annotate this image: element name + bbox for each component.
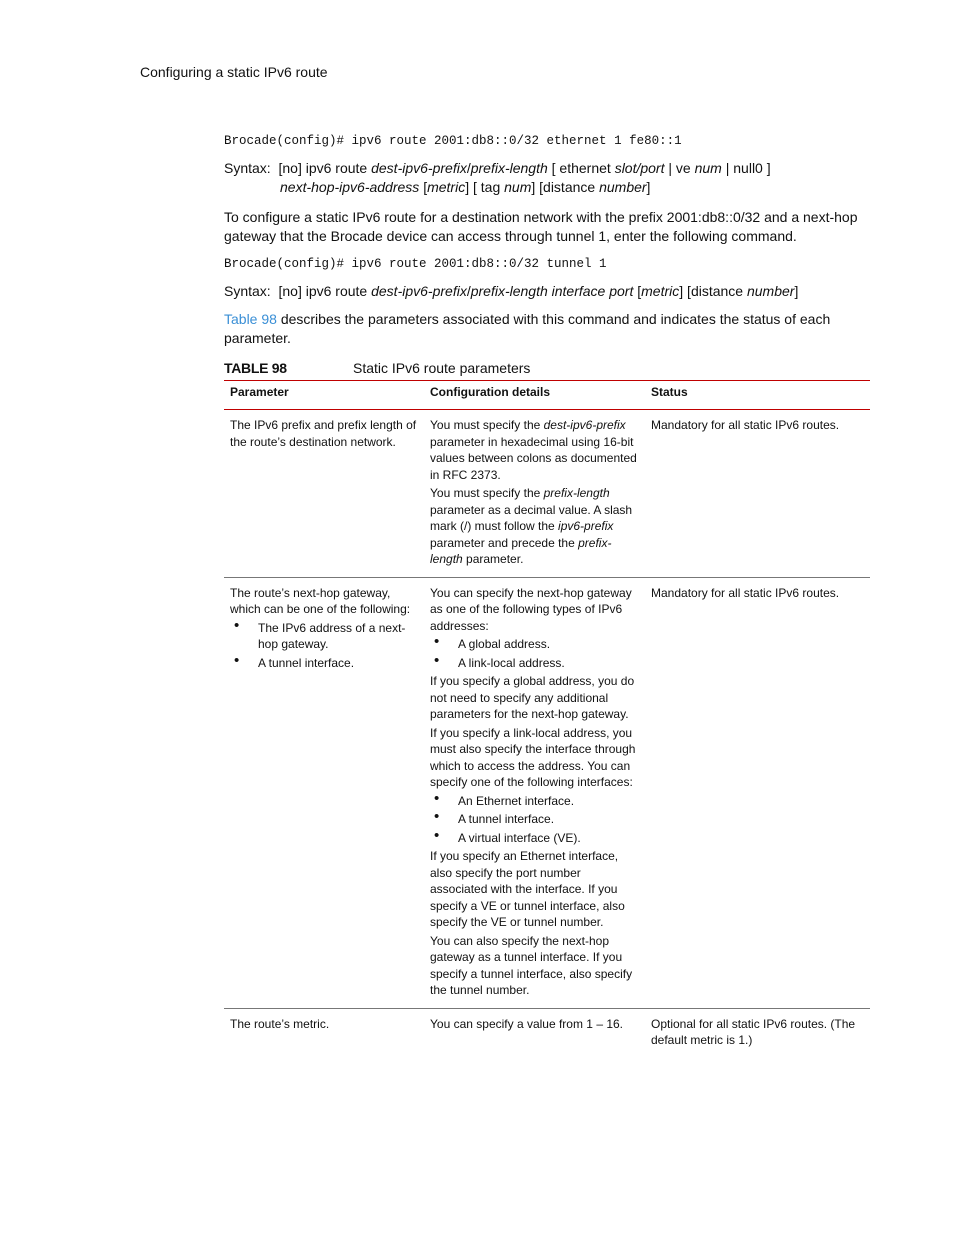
- details-cell: [424, 577, 645, 1008]
- paragraph-text: describes the parameters associated with this command and indicates the status of each parameter.: [224, 311, 831, 346]
- text-italic: ipv6-prefix: [558, 519, 614, 533]
- syntax-param: slot/port: [614, 160, 665, 176]
- list-item: • A virtual interface (VE).: [430, 830, 639, 847]
- syntax-keyword: | null0 ]: [725, 160, 771, 176]
- details-paragraph: If you specify a global address, you do not need to specify any additional parameters for the next-hop gateway.: [430, 674, 635, 721]
- code-example-ethernet: Brocade(config)# ipv6 route 2001:db8::0/32 ethernet 1 fe80::1: [224, 134, 682, 148]
- details-paragraph: If you specify a link-local address, you must also specify the interface through which to access the address. You can specify one of the following interfaces:: [430, 725, 636, 789]
- syntax-keyword: [no] ipv6 route: [278, 283, 368, 299]
- status-cell: Mandatory for all static IPv6 routes.: [645, 410, 870, 578]
- param-cell: [224, 577, 424, 1008]
- status-cell: Mandatory for all static IPv6 routes.: [645, 577, 870, 1008]
- details-cell: You can specify a value from 1 – 16.: [430, 1016, 624, 1031]
- table-row: [224, 410, 870, 578]
- syntax-symbol: [: [637, 283, 642, 299]
- list-item: • A global address.: [430, 636, 639, 653]
- syntax-keyword: ve: [675, 160, 691, 176]
- table-header-row: [224, 381, 870, 410]
- table-row: [224, 1008, 870, 1056]
- text: parameter.: [462, 552, 524, 566]
- syntax-symbol: /: [466, 160, 471, 176]
- text: parameter in hexadecimal using 16-bit values between colons as documented in RFC 2373.: [430, 434, 637, 482]
- syntax-keyword: distance: [543, 179, 596, 195]
- syntax-param: prefix-length: [470, 160, 548, 176]
- details-paragraph: You can specify the next-hop gateway as one of the following types of IPv6 addresses:: [430, 585, 632, 633]
- syntax-param: dest-ipv6-prefix: [371, 160, 467, 176]
- syntax-param: prefix-length: [470, 283, 548, 299]
- text: You must specify the: [430, 486, 544, 500]
- syntax-param: metric: [641, 283, 680, 299]
- table-row: [224, 577, 870, 1008]
- syntax-param: number: [599, 179, 647, 195]
- syntax-param: dest-ipv6-prefix: [371, 283, 467, 299]
- text: parameter and precede the: [430, 535, 579, 550]
- syntax-param: number: [746, 283, 795, 299]
- syntax-ethernet: [224, 159, 870, 197]
- syntax-symbol: [: [551, 160, 556, 176]
- running-header: Configuring a static IPv6 route: [140, 64, 328, 80]
- syntax-symbol: ] [: [531, 179, 544, 195]
- text: parameter as a decimal value. A slash mark (/) must follow the: [430, 502, 633, 533]
- syntax-symbol: [: [423, 179, 428, 195]
- syntax-symbol: /: [466, 283, 471, 299]
- column-header: Parameter: [224, 381, 424, 410]
- column-header: Configuration details: [424, 381, 645, 410]
- list-item: • A tunnel interface.: [430, 811, 639, 828]
- table-caption: [224, 360, 870, 376]
- syntax-label: Syntax:: [224, 160, 271, 176]
- bullet-list: [230, 620, 418, 672]
- code-example-tunnel: Brocade(config)# ipv6 route 2001:db8::0/32 tunnel 1: [224, 257, 607, 271]
- syntax-symbol: ]: [794, 283, 799, 299]
- syntax-param: interface port: [551, 283, 634, 299]
- list-item: • An Ethernet interface.: [430, 793, 639, 810]
- param-cell: The route’s metric.: [230, 1016, 330, 1031]
- syntax-tunnel: [224, 282, 870, 301]
- param-cell: The IPv6 prefix and prefix length of the route’s destination network.: [224, 410, 424, 578]
- syntax-symbol: ]: [646, 179, 651, 195]
- syntax-label: Syntax:: [224, 283, 271, 299]
- list-item: • The IPv6 address of a next-hop gateway.: [230, 620, 418, 653]
- table-98-link[interactable]: Table 98: [224, 311, 277, 327]
- syntax-keyword: distance: [690, 283, 744, 299]
- param-intro: The route’s next-hop gateway, which can be one of the following:: [230, 585, 411, 616]
- syntax-keyword: [no] ipv6 route: [278, 160, 368, 176]
- syntax-param: metric: [427, 179, 466, 195]
- column-header: Status: [645, 381, 870, 410]
- text-italic: dest-ipv6-prefix: [543, 418, 626, 432]
- list-item: • A link-local address.: [430, 655, 639, 672]
- syntax-keyword: tag: [480, 179, 501, 195]
- status-cell: Optional for all static IPv6 routes. (The default metric is 1.): [651, 1016, 856, 1047]
- bullet-list: [430, 636, 639, 671]
- paragraph-tunnel-intro: To configure a static IPv6 route for a destination network with the prefix 2001:db8::0/32 and a next-hop gateway that the Brocade device can access through tunnel 1, enter the following command.: [224, 209, 858, 244]
- syntax-param: next-hop-ipv6-address: [280, 179, 420, 195]
- details-paragraph: If you specify an Ethernet interface, also specify the port number associated with the interface. If you specify a VE or tunnel interface, also specify the VE or tunnel number.: [430, 849, 625, 929]
- text-italic: prefix-length: [543, 486, 610, 500]
- table-title: Static IPv6 route parameters: [353, 360, 531, 376]
- bullet-list: [430, 793, 639, 847]
- syntax-symbol: ] [: [679, 283, 691, 299]
- list-item: • A tunnel interface.: [230, 655, 418, 672]
- details-paragraph: [430, 485, 639, 568]
- details-cell: [424, 410, 645, 578]
- details-paragraph: [430, 417, 639, 483]
- details-paragraph: You can also specify the next-hop gateway as a tunnel interface. If you specify a tunnel interface, also specify the tunnel number.: [430, 933, 633, 997]
- syntax-symbol: |: [668, 160, 673, 176]
- paragraph-table-ref: [224, 310, 870, 348]
- text: You must specify the: [430, 418, 544, 432]
- document-body: [224, 134, 870, 1056]
- text-italic: prefix-length: [430, 535, 612, 566]
- syntax-keyword: ethernet: [559, 160, 611, 176]
- syntax-param: num: [504, 179, 532, 195]
- parameters-table: [224, 380, 870, 1056]
- table-number: TABLE 98: [224, 360, 287, 376]
- syntax-symbol: ] [: [465, 179, 477, 195]
- syntax-param: num: [694, 160, 722, 176]
